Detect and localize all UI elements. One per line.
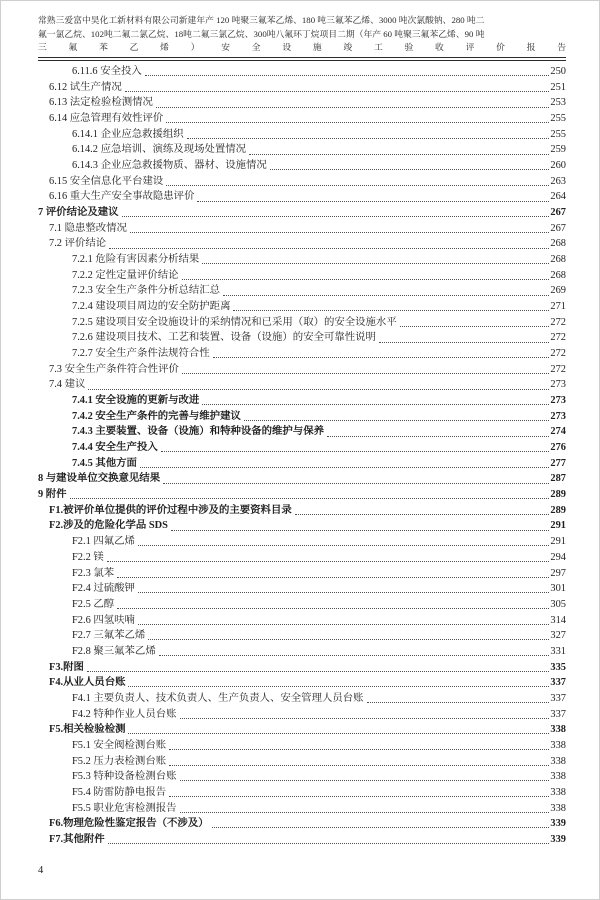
toc-entry-page: 272 xyxy=(550,363,566,375)
toc-entry-page: 301 xyxy=(550,583,566,595)
toc-leader-dots xyxy=(138,545,549,546)
toc-entry-label: 7.2.6 建设项目技术、工艺和装置、设备（设施）的安全可靠性说明 xyxy=(72,332,376,344)
toc-leader-dots xyxy=(166,122,549,123)
toc-leader-dots xyxy=(295,514,550,515)
toc-leader-dots xyxy=(171,530,549,531)
toc-entry-label: 6.11.6 安全投入 xyxy=(72,66,142,77)
toc-entry xyxy=(38,236,566,252)
toc-leader-dots xyxy=(182,373,550,374)
toc-entry-page: 255 xyxy=(550,128,566,140)
toc-entry xyxy=(38,189,566,205)
toc-entry xyxy=(38,64,566,80)
toc-entry xyxy=(38,111,566,127)
toc-entry xyxy=(38,205,566,221)
toc-leader-dots xyxy=(202,263,549,264)
toc-entry xyxy=(38,628,566,644)
toc-leader-dots xyxy=(180,718,550,719)
toc-entry-page: 250 xyxy=(550,66,566,77)
toc-entry-label: 9 附件 xyxy=(38,489,67,501)
toc-leader-dots xyxy=(156,107,550,108)
toc-entry-page: 251 xyxy=(550,81,566,93)
toc-leader-dots xyxy=(169,765,549,766)
toc-entry xyxy=(38,722,566,738)
toc-entry-page: 327 xyxy=(550,630,566,642)
toc-entry xyxy=(38,330,566,346)
toc-leader-dots xyxy=(161,451,550,452)
toc-entry-label: 7.3 安全生产条件符合性评价 xyxy=(49,363,179,375)
toc-entry-label: F6.物理危险性鉴定报告（不涉及） xyxy=(49,818,209,830)
toc-entry xyxy=(38,142,566,158)
toc-entry-label: 7.4 建议 xyxy=(49,379,86,391)
toc-leader-dots xyxy=(249,154,549,155)
toc-entry-page: 287 xyxy=(550,473,566,485)
toc-entry-label: 6.14.2 应急培训、演练及现场处置情况 xyxy=(72,144,247,156)
toc-entry-label: 7.2.1 危险有害因素分析结果 xyxy=(72,254,200,266)
toc-entry-page: 273 xyxy=(550,379,566,391)
toc-leader-dots xyxy=(213,357,550,358)
toc-entry xyxy=(38,471,566,487)
toc-entry-label: 7.2.5 建设项目安全设施设计的采纳情况和已采用（取）的安全设施水平 xyxy=(72,316,397,328)
toc-entry xyxy=(38,613,566,629)
toc-entry-page: 276 xyxy=(550,442,566,454)
page-number: 4 xyxy=(38,865,44,876)
toc-entry-label: 7.4.4 安全生产投入 xyxy=(72,442,158,454)
toc-entry-page: 289 xyxy=(550,504,566,516)
toc-entry-page: 268 xyxy=(550,254,566,266)
toc-entry xyxy=(38,738,566,754)
toc-entry xyxy=(38,566,566,582)
toc-leader-dots xyxy=(180,780,550,781)
toc-entry-page: 338 xyxy=(550,802,566,814)
toc-entry xyxy=(38,550,566,566)
toc-entry-label: F2.涉及的危险化学品 SDS xyxy=(49,520,168,532)
toc-entry-page: 339 xyxy=(550,818,566,830)
toc-entry-label: F2.3 氯苯 xyxy=(72,567,115,579)
toc-entry-label: 7.1 隐患整改情况 xyxy=(49,222,127,234)
toc-entry-page: 297 xyxy=(550,567,566,579)
toc-leader-dots xyxy=(367,702,550,703)
toc-leader-dots xyxy=(163,483,549,484)
toc-entry xyxy=(38,707,566,723)
toc-entry-page: 277 xyxy=(550,457,566,469)
toc-entry-page: 271 xyxy=(550,301,566,313)
toc-leader-dots xyxy=(128,733,549,734)
toc-entry xyxy=(38,801,566,817)
toc-entry-label: F2.7 三氟苯乙烯 xyxy=(72,630,146,642)
toc-entry xyxy=(38,832,566,848)
toc-entry xyxy=(38,268,566,284)
toc-entry xyxy=(38,221,566,237)
toc-entry-label: F4.2 特种作业人员台账 xyxy=(72,708,177,720)
toc-leader-dots xyxy=(148,639,549,640)
toc-entry-page: 294 xyxy=(550,551,566,563)
toc-entry xyxy=(38,816,566,832)
toc-leader-dots xyxy=(400,326,550,327)
toc-entry-label: F5.5 职业危害检测报告 xyxy=(72,802,177,814)
toc-entry-label: 6.13 法定检验检测情况 xyxy=(49,97,153,109)
toc-entry-label: 6.12 试生产情况 xyxy=(49,81,122,93)
toc-leader-dots xyxy=(223,295,549,296)
toc-leader-dots xyxy=(108,843,550,844)
toc-entry-page: 337 xyxy=(550,692,566,704)
toc-entry-label: F5.2 压力表检测台账 xyxy=(72,755,167,767)
toc-entry-label: 7.2.7 安全生产条件法规符合性 xyxy=(72,348,210,360)
toc-entry xyxy=(38,409,566,425)
toc-entry-page: 273 xyxy=(550,395,566,407)
toc-entry xyxy=(38,174,566,190)
toc-leader-dots xyxy=(145,75,550,76)
toc-entry-page: 291 xyxy=(550,536,566,548)
toc-entry-page: 337 xyxy=(550,677,566,689)
toc-entry-page: 253 xyxy=(550,97,566,109)
toc-leader-dots xyxy=(327,436,549,437)
toc-entry-label: 7.2.3 安全生产条件分析总结汇总 xyxy=(72,285,221,297)
toc-entry-page: 263 xyxy=(550,175,566,187)
toc-entry xyxy=(38,127,566,143)
toc-entry-label: F3.附图 xyxy=(49,661,84,673)
toc-entry-page: 272 xyxy=(550,316,566,328)
toc-entry-page: 272 xyxy=(550,332,566,344)
toc-entry-label: F5.1 安全阀检测台账 xyxy=(72,739,167,751)
toc-entry-label: 6.14.1 企业应急救援组织 xyxy=(72,128,184,140)
toc-entry-label: 6.14 应急管理有效性评价 xyxy=(49,113,164,125)
toc-entry-label: 7.2 评价结论 xyxy=(49,238,107,250)
toc-leader-dots xyxy=(125,91,550,92)
toc-entry-page: 268 xyxy=(550,269,566,281)
toc-entry-label: 7.4.2 安全生产条件的完善与维护建议 xyxy=(72,410,241,422)
toc-entry xyxy=(38,785,566,801)
toc-entry xyxy=(38,299,566,315)
toc-leader-dots xyxy=(140,467,549,468)
toc-leader-dots xyxy=(87,671,549,672)
toc-entry-page: 260 xyxy=(550,160,566,172)
toc-entry-label: 7.2.2 定性定量评价结论 xyxy=(72,269,179,281)
toc-leader-dots xyxy=(379,342,549,343)
toc-entry-label: 7.4.3 主要装置、设备（设施）和特种设备的维护与保养 xyxy=(72,426,324,438)
toc-entry xyxy=(38,660,566,676)
toc-entry xyxy=(38,362,566,378)
toc-entry xyxy=(38,534,566,550)
toc-entry xyxy=(38,377,566,393)
toc-leader-dots xyxy=(138,592,549,593)
toc-entry xyxy=(38,158,566,174)
toc-leader-dots xyxy=(117,577,549,578)
toc-entry-label: F2.2 镁 xyxy=(72,551,104,563)
toc-entry xyxy=(38,644,566,660)
toc-entry-page: 338 xyxy=(550,771,566,783)
toc-entry-page: 314 xyxy=(550,614,566,626)
toc-entry-label: F2.6 四氢呋喃 xyxy=(72,614,135,626)
toc-entry xyxy=(38,581,566,597)
toc-leader-dots xyxy=(88,389,549,390)
toc-entry-page: 338 xyxy=(550,786,566,798)
toc-entry xyxy=(38,315,566,331)
toc-entry-page: 338 xyxy=(550,755,566,767)
toc-leader-dots xyxy=(70,498,550,499)
toc-entry xyxy=(38,252,566,268)
toc-entry-page: 264 xyxy=(550,191,566,203)
toc-leader-dots xyxy=(138,624,549,625)
toc-entry-page: 339 xyxy=(550,833,566,845)
toc-entry-label: 7.2.4 建设项目周边的安全防护距离 xyxy=(72,301,231,313)
toc-entry-label: F1.被评价单位提供的评价过程中涉及的主要资料目录 xyxy=(49,504,292,516)
toc-entry-page: 291 xyxy=(550,520,566,532)
toc-entry xyxy=(38,769,566,785)
toc-entry-page: 331 xyxy=(550,645,566,657)
toc-leader-dots xyxy=(270,169,550,170)
toc-entry xyxy=(38,754,566,770)
toc-entry-label: 7.4.5 其他方面 xyxy=(72,457,137,469)
toc-entry xyxy=(38,675,566,691)
toc-list xyxy=(38,64,566,848)
toc-entry-label: F2.5 乙醇 xyxy=(72,598,115,610)
toc-leader-dots xyxy=(233,310,549,311)
toc-entry-label: 6.16 重大生产安全事故隐患评价 xyxy=(49,191,195,203)
toc-entry-page: 259 xyxy=(550,144,566,156)
toc-leader-dots xyxy=(180,812,550,813)
toc-entry-label: 6.15 安全信息化平台建设 xyxy=(49,175,164,187)
toc-entry-label: 8 与建设单位交换意见结果 xyxy=(38,473,161,485)
toc-entry xyxy=(38,518,566,534)
toc-leader-dots xyxy=(212,827,550,828)
toc-entry xyxy=(38,95,566,111)
toc-entry-page: 267 xyxy=(550,207,566,219)
toc-entry-page: 269 xyxy=(550,285,566,297)
toc-entry-page: 268 xyxy=(550,238,566,250)
toc-entry xyxy=(38,691,566,707)
toc-entry-page: 335 xyxy=(550,661,566,673)
toc-entry-page: 273 xyxy=(550,410,566,422)
toc-entry-page: 267 xyxy=(550,222,566,234)
toc-leader-dots xyxy=(169,796,549,797)
toc-leader-dots xyxy=(187,138,550,139)
header-line-3: 三氟苯乙烯）安全设施竣工验收评价报告 xyxy=(38,42,566,53)
toc-entry xyxy=(38,440,566,456)
toc-entry-label: F4.从业人员台账 xyxy=(49,677,126,689)
toc-entry-label: 7 评价结论及建议 xyxy=(38,207,119,219)
header-line-1: 常熟三爱富中昊化工新材料有限公司新建年产 120 吨聚三氟苯乙烯、180 吨三氟苯乙烯、3000 吨次氯酸钠、280 吨二 xyxy=(38,15,485,25)
toc-entry xyxy=(38,283,566,299)
toc-entry xyxy=(38,503,566,519)
toc-entry xyxy=(38,80,566,96)
toc-entry xyxy=(38,456,566,472)
header-line-2: 氟一氯乙烷、102吨二氟二氯乙烷、18吨二氟三氯乙烷、300吨八氟环丁烷项目二期（年产 60 吨聚三氟苯乙烯、90 吨 xyxy=(38,28,485,39)
toc-leader-dots xyxy=(122,216,550,217)
toc-leader-dots xyxy=(109,248,549,249)
toc-leader-dots xyxy=(244,420,550,421)
toc-entry-label: F7.其他附件 xyxy=(49,833,105,845)
toc-entry-page: 338 xyxy=(550,724,566,736)
toc-entry-page: 255 xyxy=(550,113,566,125)
toc-entry-page: 305 xyxy=(550,598,566,610)
toc-entry-label: 7.4.1 安全设施的更新与改进 xyxy=(72,395,200,407)
toc-entry-page: 289 xyxy=(550,489,566,501)
toc-leader-dots xyxy=(107,561,550,562)
page-header xyxy=(38,14,566,61)
toc-leader-dots xyxy=(169,749,549,750)
toc-entry-label: F5.3 特种设备检测台账 xyxy=(72,771,177,783)
toc-leader-dots xyxy=(197,201,549,202)
toc-entry-label: F2.1 四氟乙烯 xyxy=(72,536,135,548)
toc-entry xyxy=(38,393,566,409)
toc-leader-dots xyxy=(202,404,549,405)
toc-entry-label: F4.1 主要负责人、技术负责人、生产负责人、安全管理人员台账 xyxy=(72,692,364,704)
toc-leader-dots xyxy=(159,655,550,656)
toc-entry-page: 272 xyxy=(550,348,566,360)
toc-entry-page: 274 xyxy=(550,426,566,438)
toc-entry-page: 337 xyxy=(550,708,566,720)
toc-entry-label: 6.14.3 企业应急救援物质、器材、设施情况 xyxy=(72,160,267,172)
toc-entry xyxy=(38,424,566,440)
toc-entry-label: F2.8 聚三氟苯乙烯 xyxy=(72,645,156,657)
toc-entry-label: F5.4 防雷防静电报告 xyxy=(72,786,167,798)
toc-leader-dots xyxy=(128,686,549,687)
toc-entry-page: 338 xyxy=(550,739,566,751)
toc-entry xyxy=(38,597,566,613)
toc-leader-dots xyxy=(166,185,549,186)
toc-leader-dots xyxy=(130,232,549,233)
toc-entry xyxy=(38,487,566,503)
toc-leader-dots xyxy=(182,279,550,280)
toc-leader-dots xyxy=(117,608,549,609)
toc-entry xyxy=(38,346,566,362)
toc-entry-label: F5.相关检验检测 xyxy=(49,724,126,736)
toc-entry-label: F2.4 过硫酸钾 xyxy=(72,583,135,595)
